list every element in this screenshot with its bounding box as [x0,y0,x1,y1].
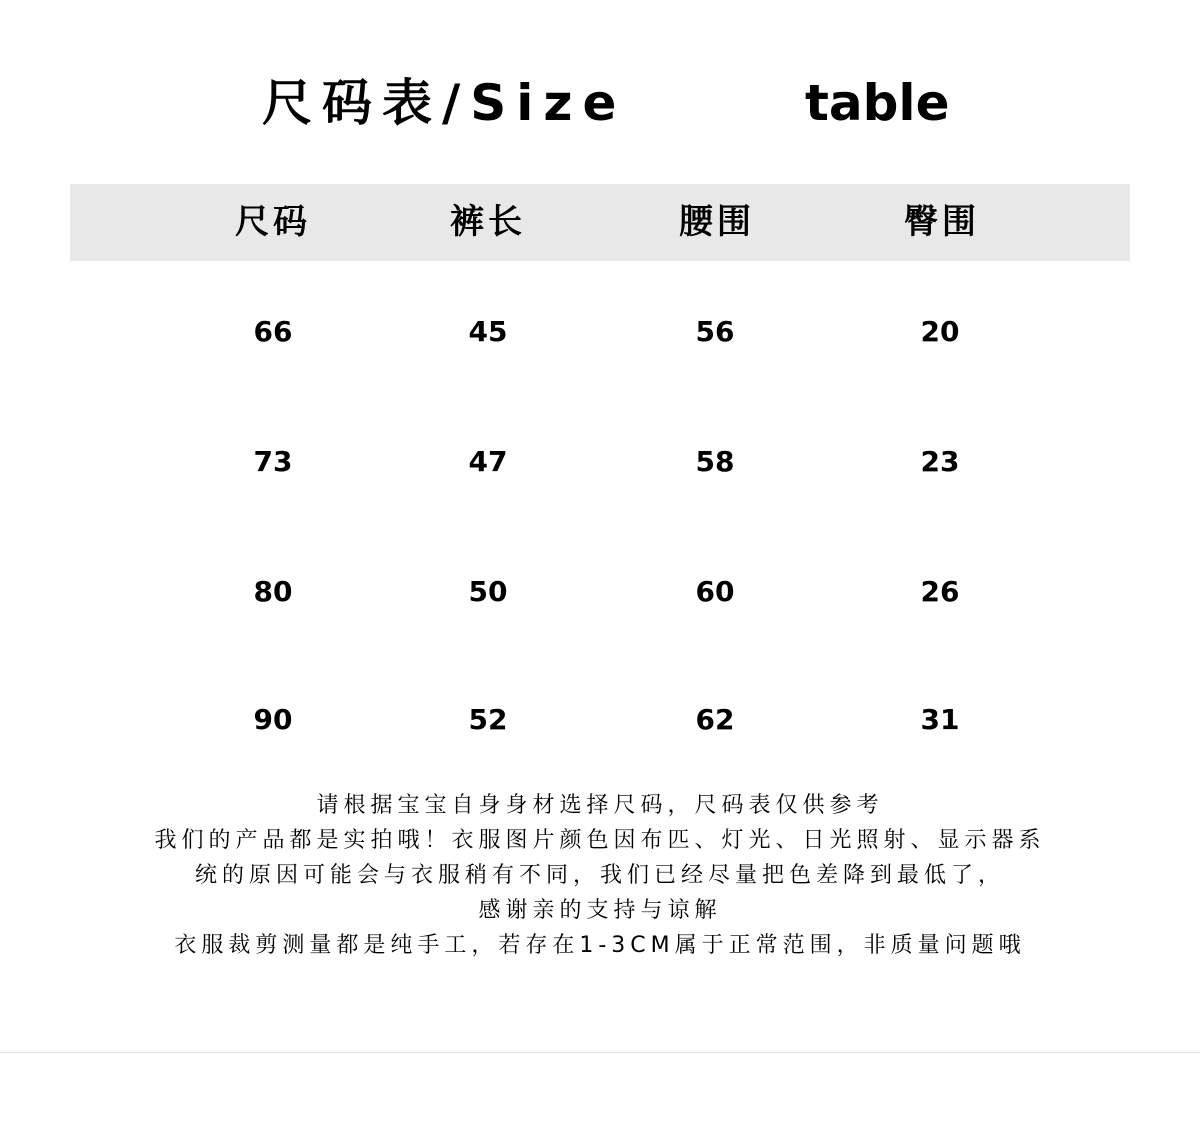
size-notes [60,788,1140,963]
cell-pants-length: 47 [468,445,508,478]
header-waist: 腰围 [679,202,755,242]
title-chinese: 尺码表/Size [262,74,627,132]
cell-size: 73 [253,445,293,478]
header-size: 尺码 [235,202,311,242]
cell-pants-length: 50 [468,575,508,608]
cell-pants-length: 45 [468,315,508,348]
page-title [0,68,1200,138]
title-english: table [805,74,950,132]
cell-waist: 60 [695,575,735,608]
cell-hip: 23 [920,445,960,478]
cell-hip: 26 [920,575,960,608]
note-line: 请根据宝宝自身身材选择尺码，尺码表仅供参考 [316,793,884,818]
cell-size: 90 [253,703,293,736]
cell-waist: 58 [695,445,735,478]
header-hip: 臀围 [904,202,980,242]
note-line: 我们的产品都是实拍哦！衣服图片颜色因布匹、灯光、日光照射、显示器系 [154,828,1046,853]
table-row [0,432,1200,492]
note-line: 感谢亲的支持与谅解 [478,898,722,923]
cell-hip: 20 [920,315,960,348]
cell-pants-length: 52 [468,703,508,736]
cell-size: 80 [253,575,293,608]
note-line: 衣服裁剪测量都是纯手工，若存在1-3CM属于正常范围，非质量问题哦 [174,933,1026,958]
cell-waist: 62 [695,703,735,736]
table-header [70,184,1130,261]
header-pants-length: 裤长 [450,202,526,242]
cell-size: 66 [253,315,293,348]
table-row [0,302,1200,362]
bottom-divider [0,1052,1200,1053]
note-line: 统的原因可能会与衣服稍有不同，我们已经尽量把色差降到最低了， [194,863,1005,888]
cell-hip: 31 [920,703,960,736]
table-row [0,690,1200,750]
cell-waist: 56 [695,315,735,348]
table-row [0,562,1200,622]
